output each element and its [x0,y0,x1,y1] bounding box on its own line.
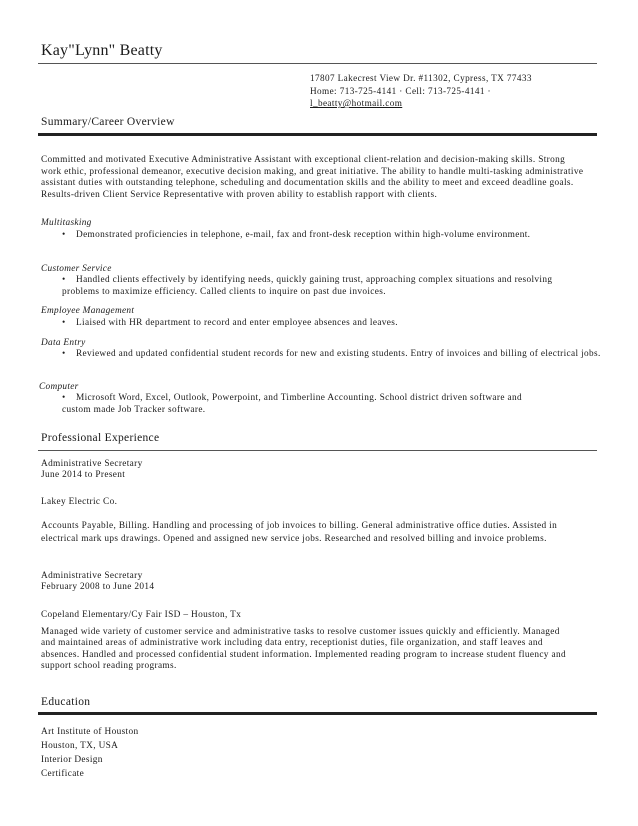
education-title: Education [41,696,91,708]
education-location: Houston, TX, USA [41,741,119,751]
address: 17807 Lakecrest View Dr. #11302, Cypress, TX 77433 [310,73,532,83]
skill-text: Liaised with HR department to record and enter employee absences and leaves. [76,318,398,328]
contact-block [310,72,532,110]
summary-title: Summary/Career Overview [41,116,175,128]
job-role: Administrative Secretary [41,459,143,469]
skill-category-multitasking: Multitasking [41,218,92,228]
skill-bullet-computer [62,393,542,416]
skill-text: Reviewed and updated confidential student records for new and existing students. Entry of invoices and billing of electrical jobs. [76,349,601,359]
bullet-icon: • [62,318,66,328]
job-company: Lakey Electric Co. [41,497,118,507]
experience-title: Professional Experience [41,432,160,444]
bullet-icon: • [62,349,66,359]
bullet-icon: • [62,230,66,240]
education-credential: Certificate [41,769,85,779]
skill-bullet-customer-service [62,275,582,298]
skill-text: Microsoft Word, Excel, Outlook, Powerpoint, and Timberline Accounting. School district driven software and custom made Job Tracker software. [62,393,522,415]
skill-bullet-data-entry [62,349,602,361]
job-role: Administrative Secretary [41,571,143,581]
candidate-name: Kay"Lynn" Beatty [41,42,163,59]
skill-category-customer-service: Customer Service [41,264,112,274]
skill-bullet-multitasking [62,230,532,242]
education-divider [38,712,597,715]
job-company: Copeland Elementary/Cy Fair ISD – Houston, Tx [41,610,242,620]
bullet-icon: • [62,275,66,285]
email-link[interactable]: l_beatty@hotmail.com [310,98,403,108]
skill-bullet-employee-management [62,318,582,330]
skill-text: Demonstrated proficiencies in telephone, e-mail, fax and front-desk reception within high-volume environment. [76,230,531,240]
summary-text: Committed and motivated Executive Administrative Assistant with exceptional client-relation and decision-making skills. Strong work ethic, professional demeanor, executive decision making, and great initiative. The ability to handle multi-tasking administrative assistant duties with outstanding telephone, scheduling and documentation skills and the ability to meet and exceed deadline goals. Results-driven Client Service Representative with proven ability to establish rapport with clients. [41,155,584,201]
skill-text: Handled clients effectively by identifying needs, quickly gaining trust, approaching complex situations and resolving problems to maximize efficiency. Called clients to inquire on past due invoices. [62,275,553,297]
job-duties: Managed wide variety of customer service and administrative tasks to resolve customer issues quickly and efficiently. Managed and maintained areas of administrative work including data entry, receptionist duties, file organization, and staff leaves and absences. Handled and processed confidential student information. Implemented reading program to increase student fluency and support school reading programs. [41,627,566,671]
skill-category-computer: Computer [39,382,79,392]
education-field: Interior Design [41,755,103,765]
bullet-icon: • [62,393,66,403]
job-duties: Accounts Payable, Billing. Handling and processing of job invoices to billing. General administrative office duties. Assisted in electrical mark ups drawings. Opened and assigned new service jobs. Researched and resolved billing and invoice problems. [41,521,558,544]
experience-divider [38,450,597,451]
summary-divider [38,133,597,136]
phone-numbers: Home: 713-725-4141 · Cell: 713-725-4141 · [310,85,491,96]
job-dates: June 2014 to Present [41,470,126,480]
skill-category-employee-management: Employee Management [41,306,135,316]
job-dates: February 2008 to June 2014 [41,582,155,592]
header-divider [38,63,597,64]
skill-category-data-entry: Data Entry [41,338,86,348]
education-school: Art Institute of Houston [41,727,139,737]
